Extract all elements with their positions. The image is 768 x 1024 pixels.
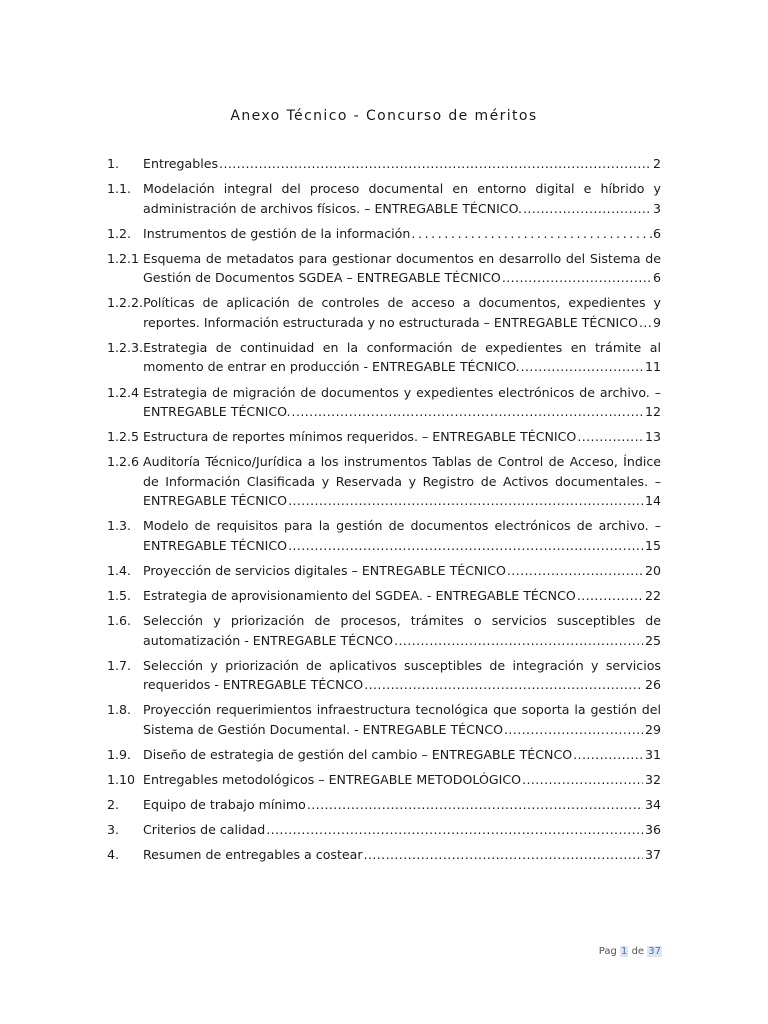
toc-entry-number: 1.3. [107,518,132,534]
toc-page-number: 22 [644,588,661,604]
document-title: Anexo Técnico - Concurso de méritos [230,108,538,124]
toc-entry[interactable] [107,452,661,511]
toc-entry[interactable] [107,586,661,606]
toc-entry-last-line [143,795,661,815]
toc-page-number: 13 [644,429,661,445]
toc-entry-body [143,452,661,511]
toc-entry-last-line [143,402,661,422]
toc-entry-text-line: Estrategia de migración de documentos y expedientes electrónicos de archivo. – [143,384,661,400]
toc-entry-last-line [143,631,661,651]
toc-entry-title: reportes. Información estructurada y no estructurada – ENTREGABLE TÉCNICO [143,314,638,330]
toc-page-number: 3 [652,200,661,216]
toc-entry-text-line: Esquema de metadatos para gestionar documentos en desarrollo del Sistema de [143,250,661,266]
toc-entry-number: 1.2.3. [107,339,144,355]
toc-entry[interactable] [107,820,661,840]
toc-entry-body [143,611,661,650]
toc-entry-title: Estructura de reportes mínimos requeridos. – ENTREGABLE TÉCNICO [143,429,577,445]
toc-entry-last-line [143,313,661,333]
toc-entry-body [143,249,661,288]
toc-entry[interactable] [107,656,661,695]
toc-entry-text-line: Políticas de aplicación de controles de acceso a documentos, expedientes y [143,295,661,311]
toc-entry-last-line [143,586,661,606]
toc-dot-leader [219,154,651,174]
toc-entry-title: Equipo de trabajo mínimo [143,797,306,813]
toc-entry-last-line [143,845,661,865]
toc-entry-body [143,561,661,581]
toc-entry-number: 1.2. [107,225,132,241]
toc-entry-number: 1.7. [107,657,132,673]
toc-entry-last-line [143,720,661,740]
toc-entry[interactable] [107,745,661,765]
toc-entry-number: 1. [107,156,120,171]
toc-entry-title: Entregables metodológicos – ENTREGABLE METODOLÓGICO [143,772,522,787]
toc-page-number: 25 [644,632,661,648]
toc-entry-body [143,820,661,840]
toc-entry-number: 1.1. [107,181,132,197]
toc-entry-body [143,154,661,174]
toc-page-number: 20 [644,562,661,578]
toc-entry-body [143,700,661,739]
toc-dot-leader [394,631,643,651]
toc-entry-body [143,179,661,218]
toc-entry-last-line [143,357,661,377]
toc-entry-number: 1.10 [107,772,136,787]
page-footer [599,946,662,957]
toc-entry-last-line [143,427,661,447]
toc-entry-last-line [143,224,661,244]
toc-entry-title: Diseño de estrategia de gestión del cambio – ENTREGABLE TÉCNCO [143,746,573,762]
toc-dot-leader [521,357,643,377]
toc-entry-last-line [143,154,661,174]
toc-entry-last-line [143,675,661,695]
toc-page-number: 34 [644,797,661,813]
toc-entry[interactable] [107,516,661,555]
page-label: Pag [598,946,617,957]
toc-dot-leader [288,491,643,511]
toc-entry-title: Estrategia de aprovisionamiento del SGDEA. - ENTREGABLE TÉCNCO [143,588,576,604]
toc-entry-last-line [143,199,661,219]
toc-entry-text-line: Modelación integral del proceso documental en entorno digital e híbrido y [143,181,661,197]
toc-dot-leader [364,845,643,865]
toc-entry-title: momento de entrar en producción - ENTREGABLE TÉCNICO. [143,359,520,375]
toc-entry-number: 4. [107,847,120,863]
toc-entry-text-line: Estrategia de continuidad en la conformación de expedientes en trámite al [143,339,661,355]
toc-entry-last-line [143,268,661,288]
total-pages: 37 [648,946,661,957]
toc-entry[interactable] [107,427,661,447]
toc-dot-leader [522,770,643,790]
toc-dot-leader [502,268,651,288]
toc-entry[interactable] [107,338,661,377]
toc-entry[interactable] [107,293,661,332]
toc-entry-text-line: Modelo de requisitos para la gestión de documentos electrónicos de archivo. – [143,518,661,534]
toc-page-number: 6 [652,270,661,286]
toc-entry-title: administración de archivos físicos. – ENTREGABLE TÉCNICO. [143,200,522,216]
toc-entry-number: 1.2.2. [107,295,144,311]
toc-entry-text-line: Selección y priorización de aplicativos susceptibles de integración y servicios [143,657,661,673]
current-page-number: 1 [621,946,628,957]
toc-entry[interactable] [107,700,661,739]
toc-entry-last-line [143,820,661,840]
toc-entry-body [143,516,661,555]
toc-page-number: .6 [648,225,661,241]
toc-page-number: 11 [644,359,661,375]
page-separator: de [631,946,645,957]
toc-entry[interactable] [107,249,661,288]
toc-dot-leader [411,224,647,244]
toc-entry[interactable] [107,154,661,174]
toc-entry-last-line [143,491,661,511]
toc-entry-text-line: Proyección requerimientos infraestructura tecnológica que soporta la gestión del [143,702,661,718]
toc-entry-number: 3. [107,822,120,838]
toc-entry-body [143,427,661,447]
toc-entry-number: 1.4. [107,562,132,578]
toc-dot-leader [523,199,651,219]
toc-dot-leader [507,561,643,581]
toc-entry-title: Entregables [143,156,219,171]
toc-entry-text-line: de Información Clasificada y Reservada y Registro de Activos documentales. – [143,473,661,489]
toc-page-number: 37 [644,847,661,863]
toc-entry-title: Criterios de calidad [143,822,266,838]
toc-entry[interactable] [107,770,661,790]
toc-entry-title: Proyección de servicios digitales – ENTREGABLE TÉCNICO [143,562,506,578]
toc-dot-leader [639,313,651,333]
toc-entry-number: 1.6. [107,613,132,629]
toc-entry[interactable] [107,845,661,865]
toc-entry-body [143,770,661,790]
toc-entry-number: 1.2.6 [107,454,140,470]
toc-entry[interactable] [107,179,661,218]
toc-page-number: 15 [644,537,661,553]
toc-entry-last-line [143,536,661,556]
toc-entry-title: Gestión de Documentos SGDEA – ENTREGABLE TÉCNICO [143,270,501,286]
toc-entry-body [143,656,661,695]
toc-dot-leader [364,675,643,695]
toc-entry[interactable] [107,611,661,650]
toc-page-number: 12 [644,404,661,420]
toc-entry-number: 1.2.1 [107,250,140,266]
toc-page-number: 2 [652,156,661,171]
toc-dot-leader [577,586,643,606]
toc-entry-last-line [143,561,661,581]
toc-entry-title: ENTREGABLE TÉCNICO. [143,404,291,420]
toc-dot-leader [288,536,643,556]
toc-entry-title: Sistema de Gestión Documental. - ENTREGABLE TÉCNCO [143,721,504,737]
toc-entry-body [143,845,661,865]
toc-page-number: 32 [644,772,661,787]
toc-dot-leader [577,427,643,447]
toc-entry-title: Instrumentos de gestión de la información [143,225,411,241]
toc-page-number: 9 [652,314,661,330]
toc-entry-body [143,586,661,606]
table-of-contents [107,154,661,870]
toc-entry[interactable] [107,224,661,244]
toc-entry-number: 2. [107,797,120,813]
toc-entry-body [143,338,661,377]
toc-entry-text-line: Auditoría Técnico/Jurídica a los instrumentos Tablas de Control de Acceso, Índice [143,454,661,470]
toc-entry-body [143,745,661,765]
toc-dot-leader [504,720,643,740]
toc-entry-title: Resumen de entregables a costear [143,847,363,863]
toc-entry-number: 1.5. [107,588,132,604]
toc-entry-number: 1.9. [107,746,132,762]
toc-entry[interactable] [107,795,661,815]
toc-entry-body [143,383,661,422]
toc-entry-body [143,224,661,244]
toc-page-number: 31 [644,746,661,762]
toc-entry-number: 1.2.5 [107,429,140,445]
toc-entry[interactable] [107,561,661,581]
toc-entry[interactable] [107,383,661,422]
toc-entry-title: ENTREGABLE TÉCNICO [143,537,288,553]
toc-entry-text-line: Selección y priorización de procesos, trámites o servicios susceptibles de [143,613,661,629]
toc-entry-last-line [143,745,661,765]
toc-entry-title: ENTREGABLE TÉCNICO [143,493,288,509]
toc-page-number: 29 [644,721,661,737]
toc-page-number: 14 [644,493,661,509]
toc-page-number: 36 [644,822,661,838]
toc-dot-leader [292,402,643,422]
toc-entry-title: automatización - ENTREGABLE TÉCNCO [143,632,394,648]
toc-entry-number: 1.8. [107,702,132,718]
toc-entry-number: 1.2.4 [107,384,140,400]
toc-page-number: 26 [644,677,661,693]
toc-entry-title: requeridos - ENTREGABLE TÉCNCO [143,677,364,693]
toc-dot-leader [307,795,643,815]
toc-entry-body [143,795,661,815]
toc-entry-last-line [143,770,661,790]
toc-entry-body [143,293,661,332]
toc-dot-leader [266,820,643,840]
toc-dot-leader [573,745,643,765]
